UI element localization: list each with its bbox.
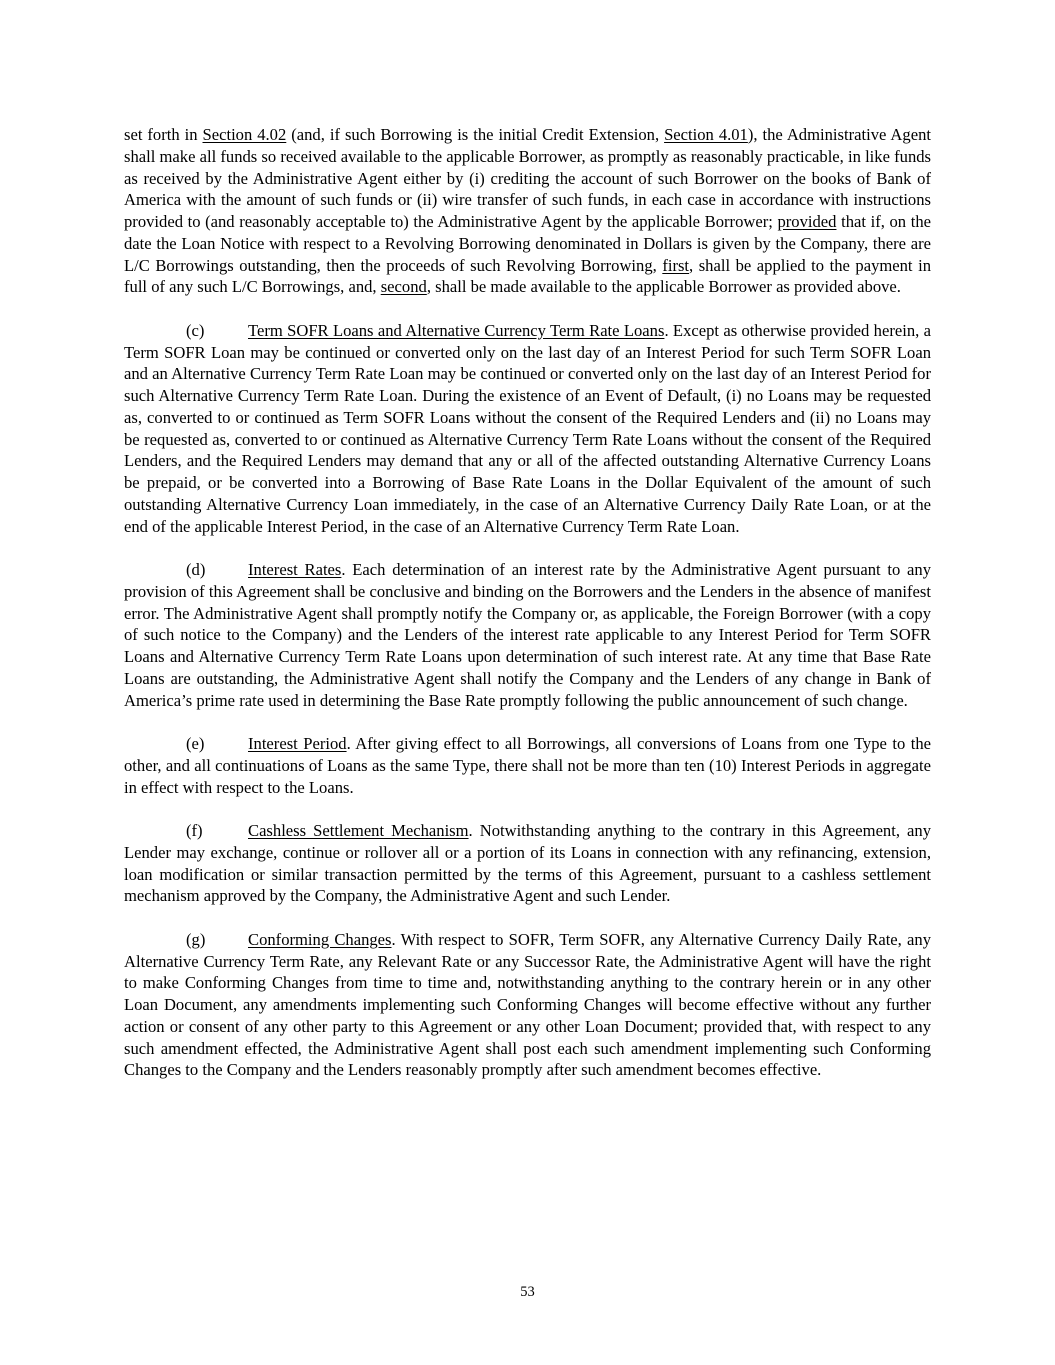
- paragraph-label: (g): [186, 929, 206, 949]
- paragraph-f: [124, 820, 931, 907]
- paragraph-text: . Each determination of an interest rate by the Administrative Agent pursuant to any provision of this Agreement shall be conclusive and binding on the Borrowers and the Lenders in the absence of manifest error. The Administrative Agent shall promptly notify the Company or, as applicable, the Foreign Borrower (with a copy of such notice to the Company) and the Lenders of the interest rate applicable to any Interest Period for Term SOFR Loans and Alternative Currency Term Rate Loans upon determination of such interest rate. At any time that Base Rate Loans are outstanding, the Administrative Agent shall notify the Company and the Lenders of any change in Bank of America’s prime rate used in determining the Base Rate promptly following the public announcement of such change.: [124, 560, 931, 710]
- text-run: set forth in: [124, 125, 203, 144]
- text-run: , shall be made available to the applicable Borrower as provided above.: [426, 277, 901, 297]
- text-run: ), the Administrative Agent shall make all funds so received available to the applicable Borrower, as promptly as reasonably practicable, in like funds as received by the Administrative Agent either by (i) crediting the account of such Borrower on the books of Bank of America with the amount of such funds or (ii) wire transfer of such funds, in each case in accordance with instructions provided to (and reasonably acceptable to) the Administrative Agent by the applicable Borrower;: [124, 125, 931, 231]
- paragraph-label: (d): [186, 560, 206, 579]
- paragraph-text: . Except as otherwise provided herein, a Term SOFR Loan may be continued or converted only on the last day of an Interest Period for such Term SOFR Loan and an Alternative Currency Term Rate Loan may be continued or converted only on the last day of an Interest Period for such Alternative Currency Term Rate Loan. During the existence of an Event of Default, (i) no Loans may be requested as, converted to or continued as Term SOFR Loans without the consent of the Required Lenders and (ii) no Loans may be requested as, converted to or continued as Alternative Currency Term Rate Loans without the consent of the Required Lenders, and the Required Lenders may demand that any or all of the affected outstanding Alternative Currency Loans be prepaid, or be converted into a Borrowing of Base Rate Loans in the Dollar Equivalent of the amount of such outstanding Alternative Currency Loan immediately, in the case of an Alternative Currency Daily Rate Loan, or at the end of the applicable Interest Period, in the case of an Alternative Currency Term Rate Loan.: [124, 320, 931, 536]
- paragraph-e: [124, 733, 931, 798]
- first-term: first: [662, 255, 690, 275]
- paragraph-heading: Interest Period: [248, 734, 347, 753]
- provided-term: provided: [777, 212, 837, 231]
- text-run: that if, on the date the Loan Notice with respect to a Revolving Borrowing denominated in Dollars is given by the Company, there are L/C Borrowings outstanding, then the proceeds of such Revolving Borrowing,: [124, 212, 931, 275]
- text-run: , shall be applied to the payment in full of any such L/C Borrowings, and,: [124, 255, 931, 297]
- paragraph-continuation: [124, 124, 931, 298]
- paragraph-d: [124, 559, 931, 711]
- paragraph-text: . With respect to SOFR, Term SOFR, any Alternative Currency Daily Rate, any Alternative Currency Term Rate, any Relevant Rate or any Successor Rate, the Administrative Agent will have the right to make Conforming Changes from time to time and, notwithstanding anything to the contrary herein or in any other Loan Document, any amendments implementing such Conforming Changes will become effective without any further action or consent of any other party to this Agreement or any other Loan Document; provided that, with respect to any such amendment effected, the Administrative Agent shall post each such amendment implementing such Conforming Changes to the Company and the Lenders reasonably promptly after such amendment becomes effective.: [124, 929, 931, 1080]
- paragraph-heading: Interest Rates: [248, 560, 342, 579]
- document-page: [124, 124, 931, 1103]
- paragraph-heading: Cashless Settlement Mechanism: [248, 821, 469, 840]
- second-term: second: [380, 277, 427, 297]
- text-run: (and, if such Borrowing is the initial Credit Extension,: [286, 125, 665, 144]
- paragraph-heading: Term SOFR Loans and Alternative Currency Term Rate Loans: [248, 320, 665, 340]
- paragraph-c: [124, 320, 931, 538]
- paragraph-label: (f): [186, 821, 203, 840]
- paragraph-g: [124, 929, 931, 1081]
- paragraph-heading: Conforming Changes: [248, 929, 392, 949]
- paragraph-text: . Notwithstanding anything to the contrary in this Agreement, any Lender may exchange, continue or rollover all or a portion of its Loans in connection with any refinancing, extension, loan modification or similar transaction permitted by the terms of this Agreement, pursuant to a cashless settlement mechanism approved by the Company, the Administrative Agent and such Lender.: [124, 821, 931, 906]
- section-4-01-reference: Section 4.01: [664, 125, 748, 144]
- page-number: 53: [520, 1284, 535, 1300]
- paragraph-label: (c): [186, 320, 205, 340]
- paragraph-text: . After giving effect to all Borrowings, all conversions of Loans from one Type to the other, and all continuations of Loans as the same Type, there shall not be more than ten (10) Interest Periods in aggregate in effect with respect to the Loans.: [124, 734, 932, 797]
- paragraph-label: (e): [186, 734, 205, 753]
- section-4-02-reference: Section 4.02: [202, 125, 287, 144]
